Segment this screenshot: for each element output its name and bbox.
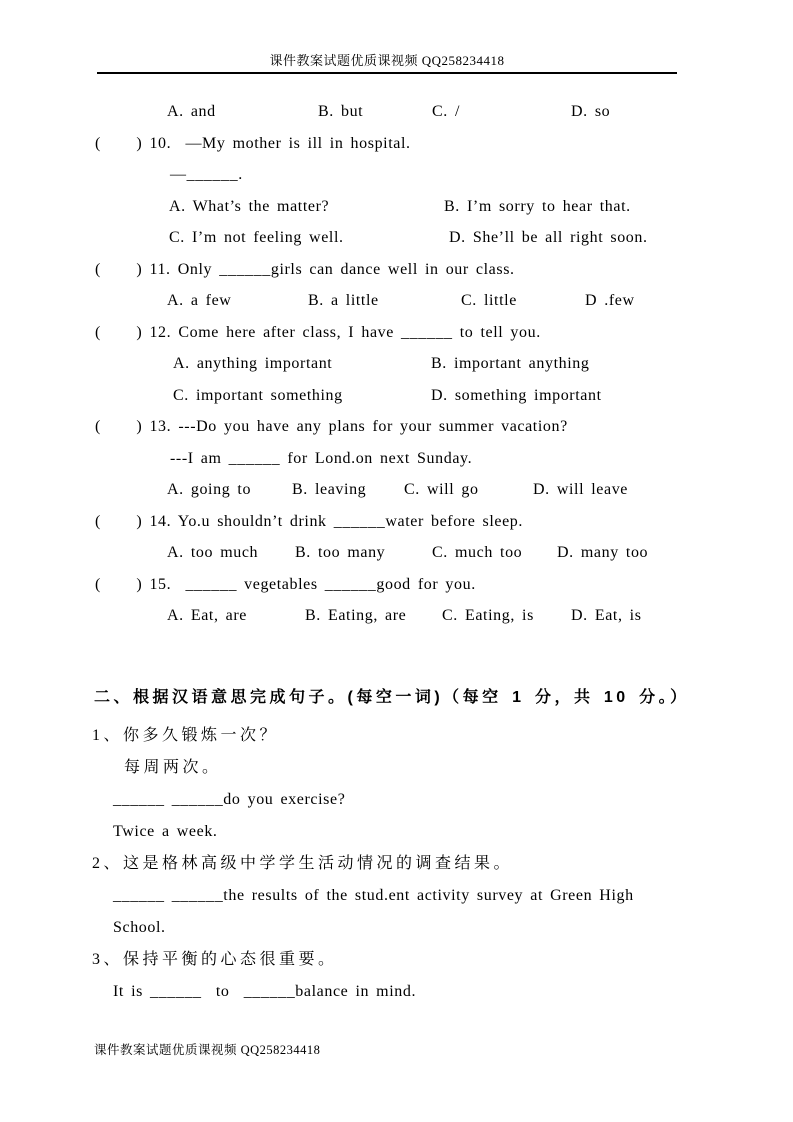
item3-english-blank: It is ______ to ______balance in mind. — [113, 982, 417, 1000]
q10-option-a: A. What’s the matter? — [169, 197, 330, 215]
q12-stem: ( ) 12. Come here after class, I have ______ to tell you. — [95, 323, 541, 341]
q13-stem: ( ) 13. ---Do you have any plans for your summer vacation? — [95, 418, 568, 435]
q11-options-row — [0, 285, 793, 317]
q15-stem: ( ) 15. ______ vegetables ______good for you. — [95, 575, 476, 593]
section-2 — [0, 682, 793, 1008]
q12-option-c: C. important something — [173, 386, 343, 404]
q15-option-c: C. Eating, is — [442, 607, 534, 624]
q12-options-row-1 — [0, 348, 793, 380]
item1-chinese: 1、你多久锻炼一次？ — [92, 726, 280, 744]
q11-option-c: C. little — [461, 292, 517, 309]
q13-option-c: C. will go — [404, 481, 479, 498]
q11-option-d: D .few — [585, 292, 635, 309]
header-watermark-text: 课件教案试题优质课视频 QQ258234418 — [269, 53, 505, 68]
q11-stem: ( ) 11. Only ______girls can dance well in our class. — [95, 260, 515, 278]
q13-reply-blank: ---I am ______ for Lond.on next Sunday. — [170, 449, 473, 467]
q10-stem: ( ) 10. —My mother is ill in hospital. — [95, 134, 411, 152]
page-footer — [94, 1040, 320, 1058]
item2-chinese: 2、这是格林高级中学学生活动情况的调查结果。 — [92, 854, 514, 872]
q9-option-b: B. but — [318, 103, 364, 120]
q10-options-row-1 — [0, 191, 793, 223]
q9-option-a: A. and — [167, 103, 216, 120]
item1-chinese-answer: 每周两次。 — [124, 758, 222, 776]
item3-chinese: 3、保持平衡的心态很重要。 — [92, 950, 338, 968]
item2-english-blank: ______ ______the results of the stud.ent activity survey at Green High — [113, 886, 634, 904]
q10-options-row-2 — [0, 222, 793, 254]
q14-option-b: B. too many — [295, 544, 386, 561]
q10-option-d: D. She’ll be all right soon. — [449, 229, 648, 246]
q9-options-row — [0, 96, 793, 128]
q12-option-a: A. anything important — [173, 355, 333, 372]
q14-options-row — [0, 537, 793, 569]
q10-option-c: C. I’m not feeling well. — [169, 229, 344, 246]
q11-option-a: A. a few — [167, 292, 232, 309]
section2-heading: 二、根据汉语意思完成句子。(每空一词)（每空 1 分，共 10 分。） — [94, 688, 690, 706]
q15-options-row — [0, 600, 793, 632]
q9-option-d: D. so — [571, 103, 611, 120]
item1-english-blank: ______ ______do you exercise? — [113, 790, 346, 808]
footer-watermark-text: 课件教案试题优质课视频 QQ258234418 — [94, 1043, 321, 1057]
q14-stem: ( ) 14. Yo.u shouldn’t drink ______water before sleep. — [95, 512, 524, 530]
q9-option-c: C. / — [432, 103, 461, 120]
q12-option-b: B. important anything — [431, 355, 590, 372]
page-header — [97, 50, 677, 74]
q15-option-b: B. Eating, are — [305, 607, 407, 624]
q14-option-c: C. much too — [432, 544, 523, 561]
item2-english-continuation: School. — [113, 918, 166, 936]
q10-reply-blank: —______. — [170, 166, 243, 183]
q14-option-d: D. many too — [557, 544, 649, 561]
q12-options-row-2 — [0, 380, 793, 412]
q14-option-a: A. too much — [167, 544, 259, 561]
item1-english-answer: Twice a week. — [113, 822, 218, 840]
q15-option-a: A. Eat, are — [167, 607, 248, 624]
q13-option-b: B. leaving — [292, 481, 367, 498]
q11-option-b: B. a little — [308, 292, 379, 309]
q13-option-a: A. going to — [167, 481, 252, 498]
q13-option-d: D. will leave — [533, 481, 628, 498]
q13-options-row — [0, 474, 793, 506]
q12-option-d: D. something important — [431, 386, 602, 404]
q15-option-d: D. Eat, is — [571, 607, 642, 624]
exam-content — [0, 96, 793, 1008]
q10-option-b: B. I’m sorry to hear that. — [444, 197, 631, 215]
